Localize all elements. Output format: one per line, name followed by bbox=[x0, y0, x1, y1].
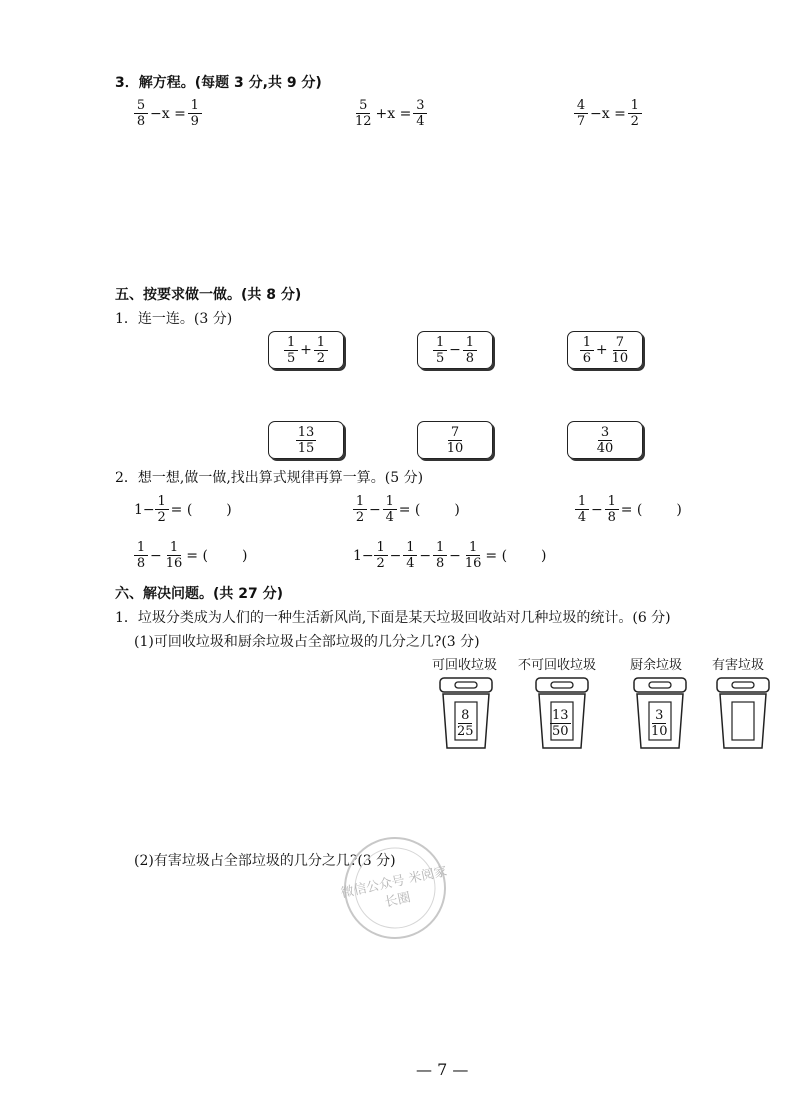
match-box-bottom-1[interactable]: $\frac{13}{15}$ bbox=[268, 421, 344, 459]
bin-fraction-recyclable: $\frac{8}{25}$ bbox=[457, 708, 474, 739]
bin-label-kitchen: 厨余垃圾 bbox=[630, 658, 683, 673]
page-number: — 7 — bbox=[416, 1060, 469, 1079]
question-3-title: 3．解方程。(每题 3 分,共 9 分) bbox=[115, 75, 322, 91]
section-5-title: 五、按要求做一做。(共 8 分) bbox=[115, 287, 302, 303]
watermark-text: 微信公众号 米阅家长圈 bbox=[339, 864, 449, 911]
match-box-bottom-2[interactable]: $\frac{7}{10}$ bbox=[417, 421, 493, 459]
equation-1: $\frac{5}{8}$ −x = $\frac{1}{9}$ bbox=[134, 98, 202, 129]
bin-fraction-kitchen: $\frac{3}{10}$ bbox=[651, 708, 668, 739]
expression-1: 1− $\frac{1}{2}$ = ( ) bbox=[134, 494, 232, 525]
bin-label-hazardous: 有害垃圾 bbox=[712, 658, 765, 673]
bin-label-non-recyclable: 不可回收垃圾 bbox=[518, 658, 597, 673]
section-6-sub1: (1)可回收垃圾和厨余垃圾占全部垃圾的几分之几?(3 分) bbox=[134, 634, 480, 650]
section-6-title: 六、解决问题。(共 27 分) bbox=[115, 586, 284, 602]
trash-bins-figure bbox=[430, 672, 790, 754]
expression-4: $\frac{1}{8}$ − $\frac{1}{16}$ = ( ) bbox=[134, 540, 247, 571]
section-6-q1-title: 1．垃圾分类成为人们的一种生活新风尚,下面是某天垃圾回收站对几种垃圾的统计。(6 分) bbox=[115, 610, 671, 626]
match-box-top-3[interactable]: $\frac{1}{6}$ + $\frac{7}{10}$ bbox=[567, 331, 643, 369]
expression-5: 1− $\frac{1}{2}$ − $\frac{1}{4}$ − $\frac{1}{8}$ − $\frac{1}{16}$ = ( ) bbox=[353, 540, 547, 571]
equation-3: $\frac{4}{7}$ −x = $\frac{1}{2}$ bbox=[574, 98, 642, 129]
expression-2: $\frac{1}{2}$ − $\frac{1}{4}$ = ( ) bbox=[353, 494, 460, 525]
trash-bin-icon-hazardous bbox=[717, 678, 769, 748]
equation-2: $\frac{5}{12}$ +x = $\frac{3}{4}$ bbox=[353, 98, 427, 129]
bin-label-recyclable: 可回收垃圾 bbox=[432, 658, 498, 673]
match-box-bottom-3[interactable]: $\frac{3}{40}$ bbox=[567, 421, 643, 459]
section-5-q2-title: 2．想一想,做一做,找出算式规律再算一算。(5 分) bbox=[115, 470, 424, 486]
section-5-q1-title: 1．连一连。(3 分) bbox=[115, 311, 233, 327]
match-box-top-2[interactable]: $\frac{1}{5}$ − $\frac{1}{8}$ bbox=[417, 331, 493, 369]
bin-fraction-non-recyclable: $\frac{13}{50}$ bbox=[552, 708, 569, 739]
expression-3: $\frac{1}{4}$ − $\frac{1}{8}$ = ( ) bbox=[575, 494, 682, 525]
match-box-top-1[interactable]: $\frac{1}{5}$ + $\frac{1}{2}$ bbox=[268, 331, 344, 369]
section-6-sub2: (2)有害垃圾占全部垃圾的几分之几?(3 分) bbox=[134, 853, 396, 869]
